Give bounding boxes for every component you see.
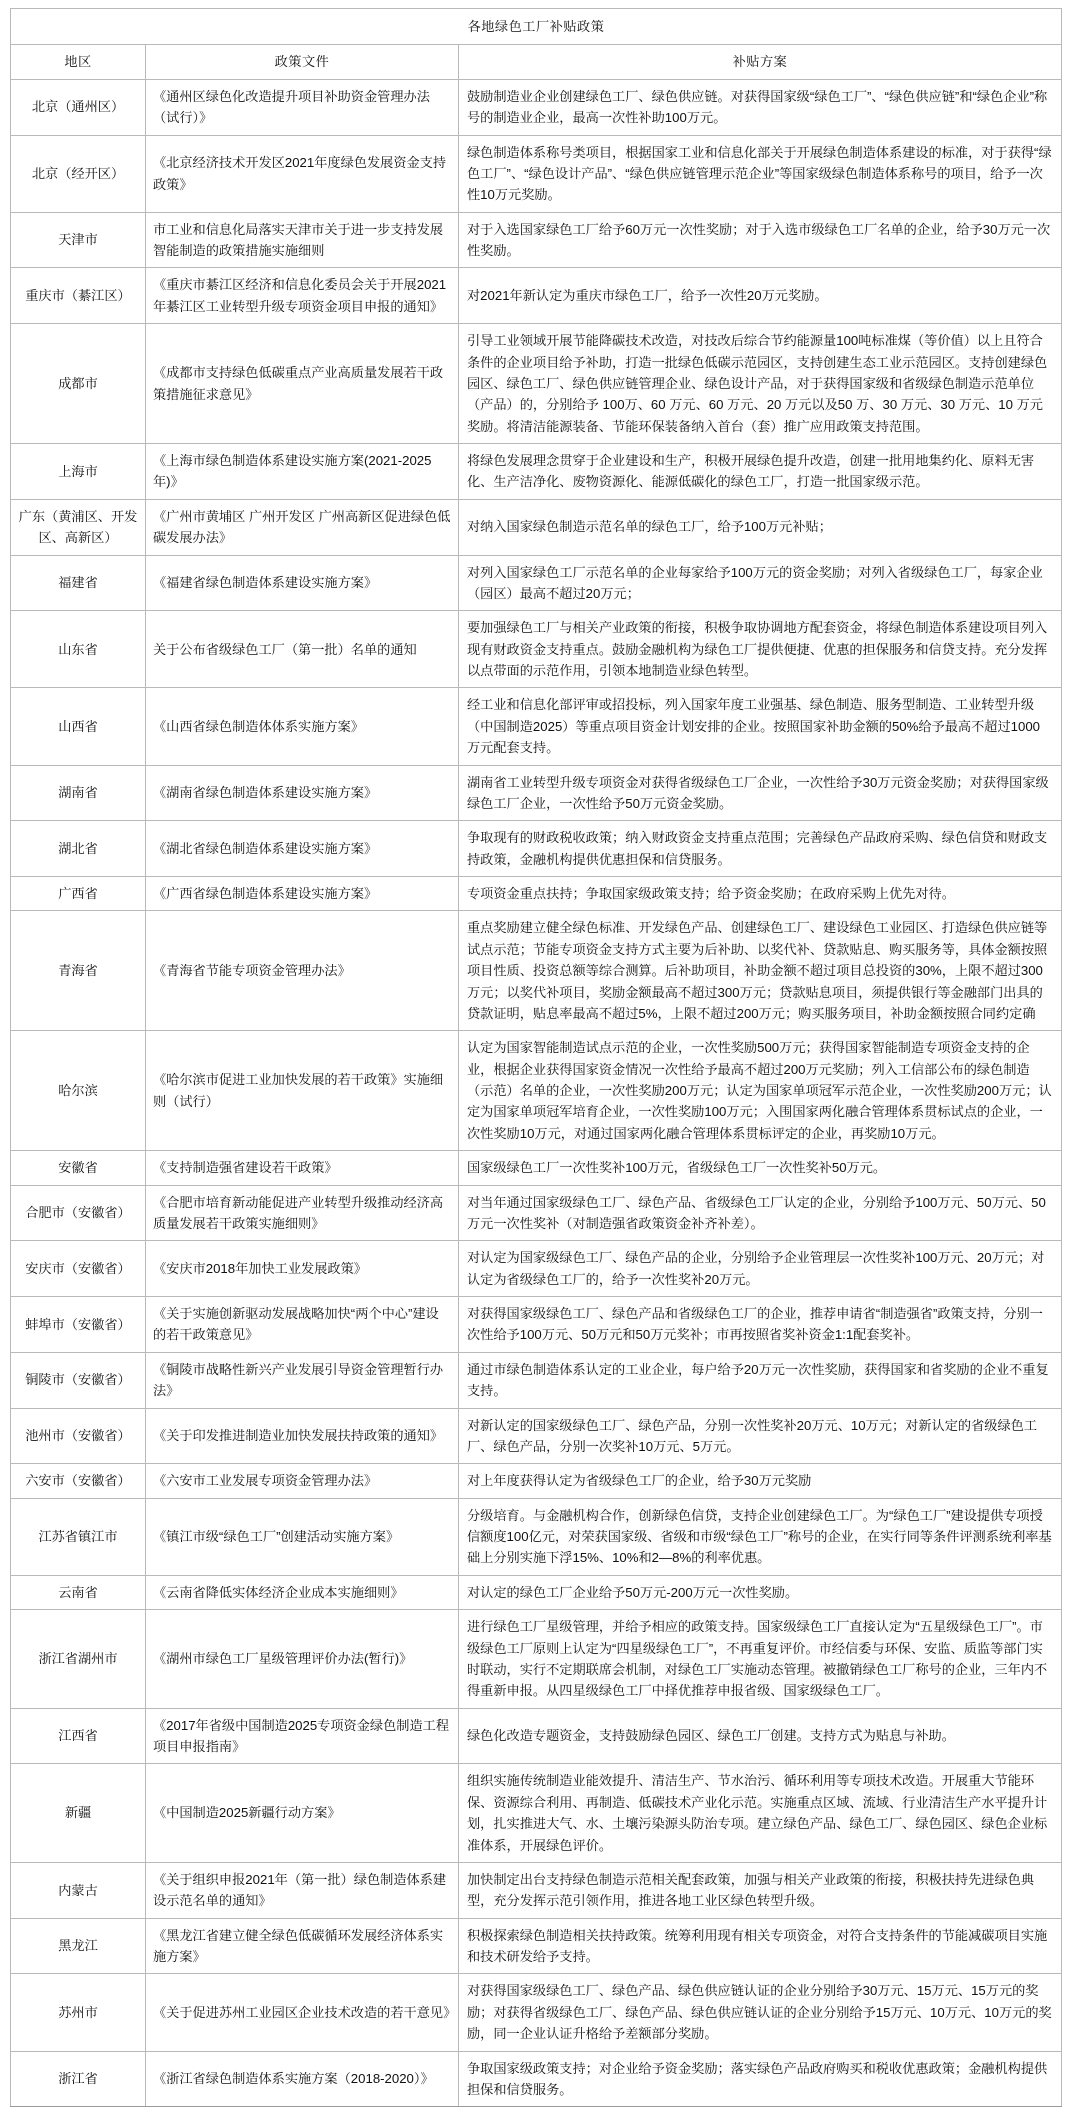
table-row (11, 1297, 1062, 1353)
column-header-subsidy-scheme: 补贴方案 (459, 45, 1062, 79)
table-row (11, 212, 1062, 268)
cell-subsidy-scheme: 对认定的绿色工厂企业给予50万元-200万元一次性奖励。 (459, 1575, 1062, 1609)
cell-subsidy-scheme: 引导工业领域开展节能降碳技术改造，对技改后综合节约能源量100吨标准煤（等价值）以上且符合条件的企业项目给予补助，打造一批绿色低碳示范园区，支持创建生态工业示范园区。支持创建绿色园区、绿色工厂、绿色供应链管理企业、绿色设计产品，对于获得国家级和省级绿色制造示范单位（产品）的，分别给予 100万、60 万元、60 万元、20 万元以及50 万、30 万元、30 万元、10 万元奖励。将清洁能源装备、节能环保装备纳入首台（套）推广应用政策支持范围。 (459, 324, 1062, 444)
cell-policy-document: 《镇江市级“绿色工厂”创建活动实施方案》 (146, 1498, 459, 1575)
cell-subsidy-scheme: 对上年度获得认定为省级绿色工厂的企业，给予30万元奖励 (459, 1464, 1062, 1498)
cell-subsidy-scheme: 对获得国家级绿色工厂、绿色产品和省级绿色工厂的企业，推荐申请省“制造强省”政策支持，分别一次性给予100万元、50万元和50万元奖补；市再按照省奖补资金1:1配套奖补。 (459, 1297, 1062, 1353)
table-row (11, 1610, 1062, 1709)
cell-subsidy-scheme: 对列入国家绿色工厂示范名单的企业每家给予100万元的资金奖励；对列入省级绿色工厂，每家企业（园区）最高不超过20万元； (459, 555, 1062, 611)
cell-subsidy-scheme: 积极探索绿色制造相关扶持政策。统筹利用现有相关专项资金，对符合支持条件的节能减碳项目实施和技术研发给予支持。 (459, 1918, 1062, 1974)
cell-policy-document: 《中国制造2025新疆行动方案》 (146, 1764, 459, 1863)
cell-region: 广西省 (11, 877, 146, 911)
cell-region: 浙江省 (11, 2051, 146, 2107)
cell-policy-document: 《合肥市培育新动能促进产业转型升级推动经济高质量发展若干政策实施细则》 (146, 1185, 459, 1241)
cell-policy-document: 《关于组织申报2021年（第一批）绿色制造体系建设示范名单的通知》 (146, 1862, 459, 1918)
cell-subsidy-scheme: 分级培育。与金融机构合作，创新绿色信贷，支持企业创建绿色工厂。为“绿色工厂”建设提供专项授信额度100亿元，对荣获国家级、省级和市级“绿色工厂”称号的企业，在实行同等条件评测系统利率基础上分别实施下浮15%、10%和2—8%的利率优惠。 (459, 1498, 1062, 1575)
cell-region: 池州市（安徽省） (11, 1408, 146, 1464)
cell-region: 内蒙古 (11, 1862, 146, 1918)
cell-region: 江西省 (11, 1708, 146, 1764)
cell-region: 浙江省湖州市 (11, 1610, 146, 1709)
cell-subsidy-scheme: 专项资金重点扶持；争取国家级政策支持；给予资金奖励；在政府采购上优先对待。 (459, 877, 1062, 911)
table-row (11, 1764, 1062, 1863)
cell-region: 山东省 (11, 611, 146, 688)
cell-policy-document: 《通州区绿色化改造提升项目补助资金管理办法（试行）》 (146, 79, 459, 135)
table-row (11, 1862, 1062, 1918)
cell-policy-document: 《安庆市2018年加快工业发展政策》 (146, 1241, 459, 1297)
cell-policy-document: 《云南省降低实体经济企业成本实施细则》 (146, 1575, 459, 1609)
cell-subsidy-scheme: 经工业和信息化部评审或招投标，列入国家年度工业强基、绿色制造、服务型制造、工业转型升级（中国制造2025）等重点项目资金计划安排的企业。按照国家补助金额的50%给予最高不超过1000万元配套支持。 (459, 688, 1062, 765)
cell-region: 黑龙江 (11, 1918, 146, 1974)
table-row (11, 821, 1062, 877)
table-row (11, 1408, 1062, 1464)
cell-subsidy-scheme: 进行绿色工厂星级管理，并给予相应的政策支持。国家级绿色工厂直接认定为“五星级绿色工厂”。市级绿色工厂原则上认定为“四星级绿色工厂”，不再重复评价。市经信委与环保、安监、质监等部门实时联动，实行不定期联席会机制，对绿色工厂实施动态管理。被撤销绿色工厂称号的企业，三年内不得重新申报。从四星级绿色工厂中择优推荐申报省级、国家级绿色工厂。 (459, 1610, 1062, 1709)
table-row (11, 499, 1062, 555)
cell-subsidy-scheme: 组织实施传统制造业能效提升、清洁生产、节水治污、循环利用等专项技术改造。开展重大节能环保、资源综合利用、再制造、低碳技术产业化示范。实施重点区域、流域、行业清洁生产水平提升计划，扎实推进大气、水、土壤污染源头防治专项。建立绿色产品、绿色工厂、绿色园区、绿色企业标准体系，开展绿色评价。 (459, 1764, 1062, 1863)
cell-region: 安庆市（安徽省） (11, 1241, 146, 1297)
table-row (11, 765, 1062, 821)
table-row (11, 1918, 1062, 1974)
table-row (11, 877, 1062, 911)
table-row (11, 1185, 1062, 1241)
table-row (11, 1708, 1062, 1764)
cell-region: 上海市 (11, 444, 146, 500)
cell-region: 蚌埠市（安徽省） (11, 1297, 146, 1353)
cell-subsidy-scheme: 重点奖励建立健全绿色标准、开发绿色产品、创建绿色工厂、建设绿色工业园区、打造绿色供应链等试点示范；节能专项资金支持方式主要为后补助、以奖代补、贷款贴息、购买服务等，具体金额按照项目性质、投资总额等综合测算。后补助项目，补助金额不超过项目总投资的30%，上限不超过300万元；以奖代补项目，奖励金额最高不超过300万元；贷款贴息项目，须提供银行等金融部门出具的贷款证明，贴息率最高不超过5%，上限不超过200万元；购买服务项目，补助金额按照合同约定确 (459, 911, 1062, 1031)
cell-region: 重庆市（綦江区） (11, 268, 146, 324)
cell-policy-document: 《北京经济技术开发区2021年度绿色发展资金支持政策》 (146, 135, 459, 212)
table-row (11, 688, 1062, 765)
cell-subsidy-scheme: 鼓励制造业企业创建绿色工厂、绿色供应链。对获得国家级“绿色工厂”、“绿色供应链”和“绿色企业”称号的制造业企业，最高一次性补助100万元。 (459, 79, 1062, 135)
cell-region: 苏州市 (11, 1974, 146, 2051)
cell-policy-document: 《广州市黄埔区 广州开发区 广州高新区促进绿色低碳发展办法》 (146, 499, 459, 555)
cell-region: 六安市（安徽省） (11, 1464, 146, 1498)
cell-subsidy-scheme: 绿色化改造专题资金，支持鼓励绿色园区、绿色工厂创建。支持方式为贴息与补助。 (459, 1708, 1062, 1764)
column-header-policy-document: 政策文件 (146, 45, 459, 79)
table-title: 各地绿色工厂补贴政策 (11, 9, 1062, 45)
cell-policy-document: 《2017年省级中国制造2025专项资金绿色制造工程项目申报指南》 (146, 1708, 459, 1764)
cell-policy-document: 《成都市支持绿色低碳重点产业高质量发展若干政策措施征求意见》 (146, 324, 459, 444)
table-row (11, 444, 1062, 500)
cell-policy-document: 《关于促进苏州工业园区企业技术改造的若干意见》 (146, 1974, 459, 2051)
cell-policy-document: 《哈尔滨市促进工业加快发展的若干政策》实施细则（试行） (146, 1031, 459, 1151)
cell-subsidy-scheme: 加快制定出台支持绿色制造示范相关配套政策，加强与相关产业政策的衔接，积极扶持先进绿色典型，充分发挥示范引领作用，推进各地工业区绿色转型升级。 (459, 1862, 1062, 1918)
cell-policy-document: 《福建省绿色制造体系建设实施方案》 (146, 555, 459, 611)
cell-policy-document: 《湖州市绿色工厂星级管理评价办法(暂行)》 (146, 1610, 459, 1709)
table-body (11, 79, 1062, 2107)
cell-region: 北京（经开区） (11, 135, 146, 212)
cell-region: 湖北省 (11, 821, 146, 877)
cell-subsidy-scheme: 争取国家级政策支持；对企业给予资金奖励；落实绿色产品政府购买和税收优惠政策；金融机构提供担保和信贷服务。 (459, 2051, 1062, 2107)
cell-policy-document: 《广西省绿色制造体系建设实施方案》 (146, 877, 459, 911)
cell-policy-document: 《湖北省绿色制造体系建设实施方案》 (146, 821, 459, 877)
table-row (11, 1498, 1062, 1575)
cell-subsidy-scheme: 湖南省工业转型升级专项资金对获得省级绿色工厂企业，一次性给予30万元资金奖励；对获得国家级绿色工厂企业，一次性给予50万元资金奖励。 (459, 765, 1062, 821)
cell-policy-document: 《浙江省绿色制造体系实施方案（2018-2020）》 (146, 2051, 459, 2107)
cell-region: 江苏省镇江市 (11, 1498, 146, 1575)
cell-policy-document: 《湖南省绿色制造体系建设实施方案》 (146, 765, 459, 821)
cell-subsidy-scheme: 对获得国家级绿色工厂、绿色产品、绿色供应链认证的企业分别给予30万元、15万元、15万元的奖励；对获得省级绿色工厂、绿色产品、绿色供应链认证的企业分别给予15万元、10万元、10万元的奖励，同一企业认证升格给予差额部分奖励。 (459, 1974, 1062, 2051)
cell-region: 湖南省 (11, 765, 146, 821)
table-row (11, 911, 1062, 1031)
cell-subsidy-scheme: 绿色制造体系称号类项目，根据国家工业和信息化部关于开展绿色制造体系建设的标准，对于获得“绿色工厂”、“绿色设计产品”、“绿色供应链管理示范企业”等国家级绿色制造体系称号的项目，给予一次性10万元奖励。 (459, 135, 1062, 212)
table-row (11, 1575, 1062, 1609)
table-row (11, 2051, 1062, 2107)
table-row (11, 555, 1062, 611)
cell-subsidy-scheme: 对认定为国家级绿色工厂、绿色产品的企业，分别给予企业管理层一次性奖补100万元、20万元；对认定为省级绿色工厂的，给予一次性奖补20万元。 (459, 1241, 1062, 1297)
column-header-row (11, 45, 1062, 79)
cell-policy-document: 《重庆市綦江区经济和信息化委员会关于开展2021年綦江区工业转型升级专项资金项目申报的通知》 (146, 268, 459, 324)
cell-region: 天津市 (11, 212, 146, 268)
cell-policy-document: 《关于印发推进制造业加快发展扶持政策的通知》 (146, 1408, 459, 1464)
cell-policy-document: 关于公布省级绿色工厂（第一批）名单的通知 (146, 611, 459, 688)
cell-policy-document: 《青海省节能专项资金管理办法》 (146, 911, 459, 1031)
cell-region: 青海省 (11, 911, 146, 1031)
table-row (11, 1464, 1062, 1498)
green-factory-subsidy-table (10, 8, 1062, 2107)
table-row (11, 135, 1062, 212)
table-row (11, 1241, 1062, 1297)
cell-region: 云南省 (11, 1575, 146, 1609)
table-row (11, 1352, 1062, 1408)
cell-policy-document: 《六安市工业发展专项资金管理办法》 (146, 1464, 459, 1498)
cell-policy-document: 《关于实施创新驱动发展战略加快“两个中心”建设的若干政策意见》 (146, 1297, 459, 1353)
table-header (11, 9, 1062, 80)
cell-region: 哈尔滨 (11, 1031, 146, 1151)
cell-subsidy-scheme: 认定为国家智能制造试点示范的企业，一次性奖励500万元；获得国家智能制造专项资金支持的企业，根据企业获得国家资金情况一次性给予最高不超过200万元奖励；列入工信部公布的绿色制造（示范）名单的企业，一次性奖励200万元；认定为国家单项冠军示范企业，一次性奖励200万元；认定为国家单项冠军培育企业，一次性奖励100万元；入围国家两化融合管理体系贯标试点的企业，一次性奖励10万元，对通过国家两化融合管理体系贯标评定的企业，再奖励10万元。 (459, 1031, 1062, 1151)
cell-policy-document: 《山西省绿色制造体体系实施方案》 (146, 688, 459, 765)
cell-policy-document: 《铜陵市战略性新兴产业发展引导资金管理暂行办法》 (146, 1352, 459, 1408)
cell-subsidy-scheme: 对2021年新认定为重庆市绿色工厂，给予一次性20万元奖励。 (459, 268, 1062, 324)
table-row (11, 79, 1062, 135)
cell-policy-document: 《黑龙江省建立健全绿色低碳循环发展经济体系实施方案》 (146, 1918, 459, 1974)
column-header-region: 地区 (11, 45, 146, 79)
table-row (11, 1974, 1062, 2051)
cell-subsidy-scheme: 对纳入国家绿色制造示范名单的绿色工厂，给予100万元补贴； (459, 499, 1062, 555)
cell-region: 成都市 (11, 324, 146, 444)
cell-subsidy-scheme: 将绿色发展理念贯穿于企业建设和生产，积极开展绿色提升改造，创建一批用地集约化、原料无害化、生产洁净化、废物资源化、能源低碳化的绿色工厂，打造一批国家级示范。 (459, 444, 1062, 500)
cell-subsidy-scheme: 对于入选国家绿色工厂给予60万元一次性奖励；对于入选市级绿色工厂名单的企业，给予30万元一次性奖励。 (459, 212, 1062, 268)
cell-region: 山西省 (11, 688, 146, 765)
cell-region: 北京（通州区） (11, 79, 146, 135)
cell-region: 铜陵市（安徽省） (11, 1352, 146, 1408)
cell-policy-document: 市工业和信息化局落实天津市关于进一步支持发展智能制造的政策措施实施细则 (146, 212, 459, 268)
table-row (11, 1031, 1062, 1151)
table-row (11, 611, 1062, 688)
cell-subsidy-scheme: 要加强绿色工厂与相关产业政策的衔接，积极争取协调地方配套资金，将绿色制造体系建设项目列入现有财政资金支持重点。鼓励金融机构为绿色工厂提供便捷、优惠的担保服务和信贷支持。充分发挥以点带面的示范作用，引领本地制造业绿色转型。 (459, 611, 1062, 688)
cell-region: 广东（黄浦区、开发区、高新区） (11, 499, 146, 555)
cell-subsidy-scheme: 争取现有的财政税收政策；纳入财政资金支持重点范围；完善绿色产品政府采购、绿色信贷和财政支持政策，金融机构提供优惠担保和信贷服务。 (459, 821, 1062, 877)
cell-subsidy-scheme: 通过市绿色制造体系认定的工业企业，每户给予20万元一次性奖励，获得国家和省奖励的企业不重复支持。 (459, 1352, 1062, 1408)
cell-policy-document: 《支持制造强省建设若干政策》 (146, 1151, 459, 1185)
cell-region: 新疆 (11, 1764, 146, 1863)
cell-subsidy-scheme: 国家级绿色工厂一次性奖补100万元，省级绿色工厂一次性奖补50万元。 (459, 1151, 1062, 1185)
cell-region: 福建省 (11, 555, 146, 611)
cell-region: 安徽省 (11, 1151, 146, 1185)
cell-policy-document: 《上海市绿色制造体系建设实施方案(2021-2025年)》 (146, 444, 459, 500)
table-title-row (11, 9, 1062, 45)
table-row (11, 1151, 1062, 1185)
cell-region: 合肥市（安徽省） (11, 1185, 146, 1241)
cell-subsidy-scheme: 对新认定的国家级绿色工厂、绿色产品，分别一次性奖补20万元、10万元；对新认定的省级绿色工厂、绿色产品，分别一次奖补10万元、5万元。 (459, 1408, 1062, 1464)
table-row (11, 324, 1062, 444)
table-row (11, 268, 1062, 324)
cell-subsidy-scheme: 对当年通过国家级绿色工厂、绿色产品、省级绿色工厂认定的企业，分别给予100万元、50万元、50万元一次性奖补（对制造强省政策资金补齐补差）。 (459, 1185, 1062, 1241)
